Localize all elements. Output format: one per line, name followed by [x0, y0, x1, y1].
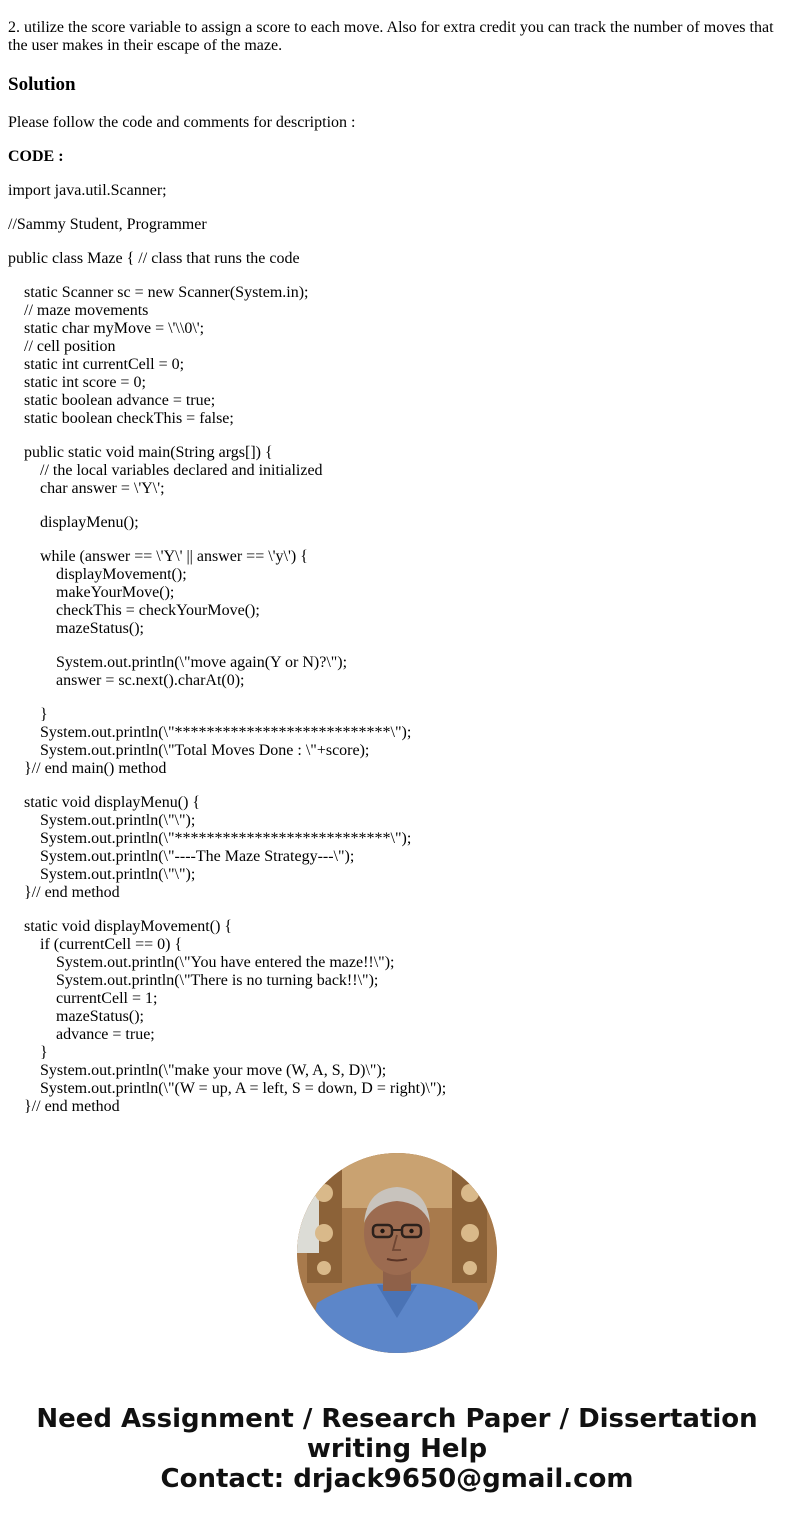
- code-line: displayMenu();: [40, 514, 139, 531]
- intro-text: Please follow the code and comments for description :: [8, 114, 356, 131]
- code-line: public class Maze { // class that runs the code: [8, 250, 300, 267]
- code-line: System.out.println(\"(W = up, A = left, S = down, D = right)\");: [40, 1080, 447, 1097]
- footer-line-2: writing Help: [306, 1434, 488, 1464]
- code-line: char answer = \'Y\';: [40, 480, 165, 497]
- code-line: //Sammy Student, Programmer: [8, 216, 207, 233]
- code-line: }: [40, 1044, 48, 1061]
- code-line: if (currentCell == 0) {: [40, 936, 183, 953]
- code-line: checkThis = checkYourMove();: [56, 602, 260, 619]
- truncated-line: [8, 0, 24, 6]
- code-line: System.out.println(\"\");: [40, 866, 196, 883]
- code-line: System.out.println(\"----The Maze Strategy---\");: [40, 848, 355, 865]
- code-line: displayMovement();: [56, 566, 187, 583]
- code-line: mazeStatus();: [56, 620, 144, 637]
- solution-heading: Solution: [8, 74, 76, 95]
- code-line: static int score = 0;: [24, 374, 146, 391]
- code-line: System.out.println(\"There is no turning back!!\");: [56, 972, 379, 989]
- code-line: answer = sc.next().charAt(0);: [56, 672, 245, 689]
- code-line: }// end method: [24, 884, 120, 901]
- question-item-2: 2. utilize the score variable to assign a score to each move. Also for extra credit you can track the number of moves that the user makes in their escape of the maze.: [8, 19, 774, 54]
- code-line: System.out.println(\"***************************\");: [40, 830, 412, 847]
- code-line: makeYourMove();: [56, 584, 175, 601]
- code-line: System.out.println(\"\");: [40, 812, 196, 829]
- code-line: static boolean checkThis = false;: [24, 410, 234, 427]
- code-line: System.out.println(\"***************************\");: [40, 724, 412, 741]
- footer-contact-line: Contact: drjack9650@gmail.com: [160, 1464, 634, 1494]
- code-line: }// end main() method: [24, 760, 167, 777]
- code-line: System.out.println(\"move again(Y or N)?\");: [56, 654, 348, 671]
- code-line: }: [40, 706, 48, 723]
- tutor-portrait-photo: [297, 1153, 497, 1353]
- code-line: static void displayMenu() {: [24, 794, 201, 811]
- code-line: import java.util.Scanner;: [8, 182, 167, 199]
- code-line: public static void main(String args[]) {: [24, 444, 273, 461]
- code-line: System.out.println(\"Total Moves Done : \"+score);: [40, 742, 370, 759]
- code-line: // cell position: [24, 338, 116, 355]
- code-label: CODE :: [8, 148, 64, 165]
- code-line: currentCell = 1;: [56, 990, 158, 1007]
- code-line: static char myMove = \'\\0\';: [24, 320, 205, 337]
- code-line: // maze movements: [24, 302, 149, 319]
- code-line: static boolean advance = true;: [24, 392, 216, 409]
- code-line: static int currentCell = 0;: [24, 356, 185, 373]
- code-line: static Scanner sc = new Scanner(System.in);: [24, 284, 309, 301]
- code-line: // the local variables declared and initialized: [40, 462, 323, 479]
- code-line: }// end method: [24, 1098, 120, 1115]
- code-line: mazeStatus();: [56, 1008, 144, 1025]
- footer-line-1: Need Assignment / Research Paper / Dissertation: [36, 1404, 758, 1434]
- code-line: System.out.println(\"make your move (W, A, S, D)\");: [40, 1062, 387, 1079]
- code-line: while (answer == \'Y\' || answer == \'y\') {: [40, 548, 308, 565]
- code-line: static void displayMovement() {: [24, 918, 233, 935]
- code-line: System.out.println(\"You have entered the maze!!\");: [56, 954, 395, 971]
- code-line: advance = true;: [56, 1026, 155, 1043]
